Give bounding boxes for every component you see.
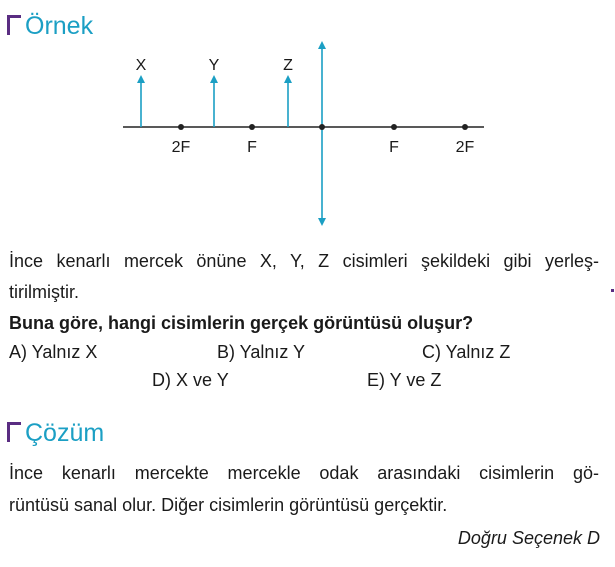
- question-line-1-wrap: [9, 250, 599, 272]
- choice-b[interactable]: B) Yalnız Y: [217, 342, 306, 362]
- label-f-right: F: [389, 139, 399, 156]
- object-x-label: X: [135, 57, 147, 74]
- choice-e[interactable]: E) Y ve Z: [367, 370, 442, 390]
- solution-line-1-wrap: [9, 462, 599, 484]
- point-2f-left: [178, 124, 184, 130]
- choice-c[interactable]: C) Yalnız Z: [422, 342, 511, 362]
- correct-answer: Doğru Seçenek D: [457, 528, 600, 548]
- choice-a[interactable]: A) Yalnız X: [9, 342, 98, 362]
- margin-mark: [611, 289, 614, 292]
- object-y-label: Y: [208, 57, 220, 74]
- question-bold: Buna göre, hangi cisimlerin gerçek görüntüsü oluşur?: [9, 313, 474, 333]
- solution-line-2: rüntüsü sanal olur. Diğer cisimlerin görüntüsü gerçektir.: [9, 495, 448, 515]
- solution-title: Çözüm: [25, 419, 105, 447]
- label-f-left: F: [247, 139, 257, 156]
- choice-d[interactable]: D) X ve Y: [152, 370, 229, 390]
- point-f-left: [249, 124, 255, 130]
- lens-center-point: [319, 124, 325, 130]
- question-line-2: tirilmiştir.: [9, 282, 79, 302]
- object-z-label: Z: [283, 57, 293, 74]
- example-title: Örnek: [25, 12, 94, 40]
- label-2f-left: 2F: [171, 139, 191, 156]
- lens-diagram: [0, 0, 615, 240]
- point-f-right: [391, 124, 397, 130]
- question-line-1: İnce kenarlı mercek önüne X, Y, Z cisimleri şekildeki gibi yerleş-: [9, 251, 599, 271]
- solution-line-1: İnce kenarlı mercekte mercekle odak arasındaki cisimlerin gö-: [9, 463, 599, 483]
- solution-heading: [7, 418, 104, 448]
- label-2f-right: 2F: [455, 139, 475, 156]
- heading-corner-mark: [7, 422, 21, 442]
- point-2f-right: [462, 124, 468, 130]
